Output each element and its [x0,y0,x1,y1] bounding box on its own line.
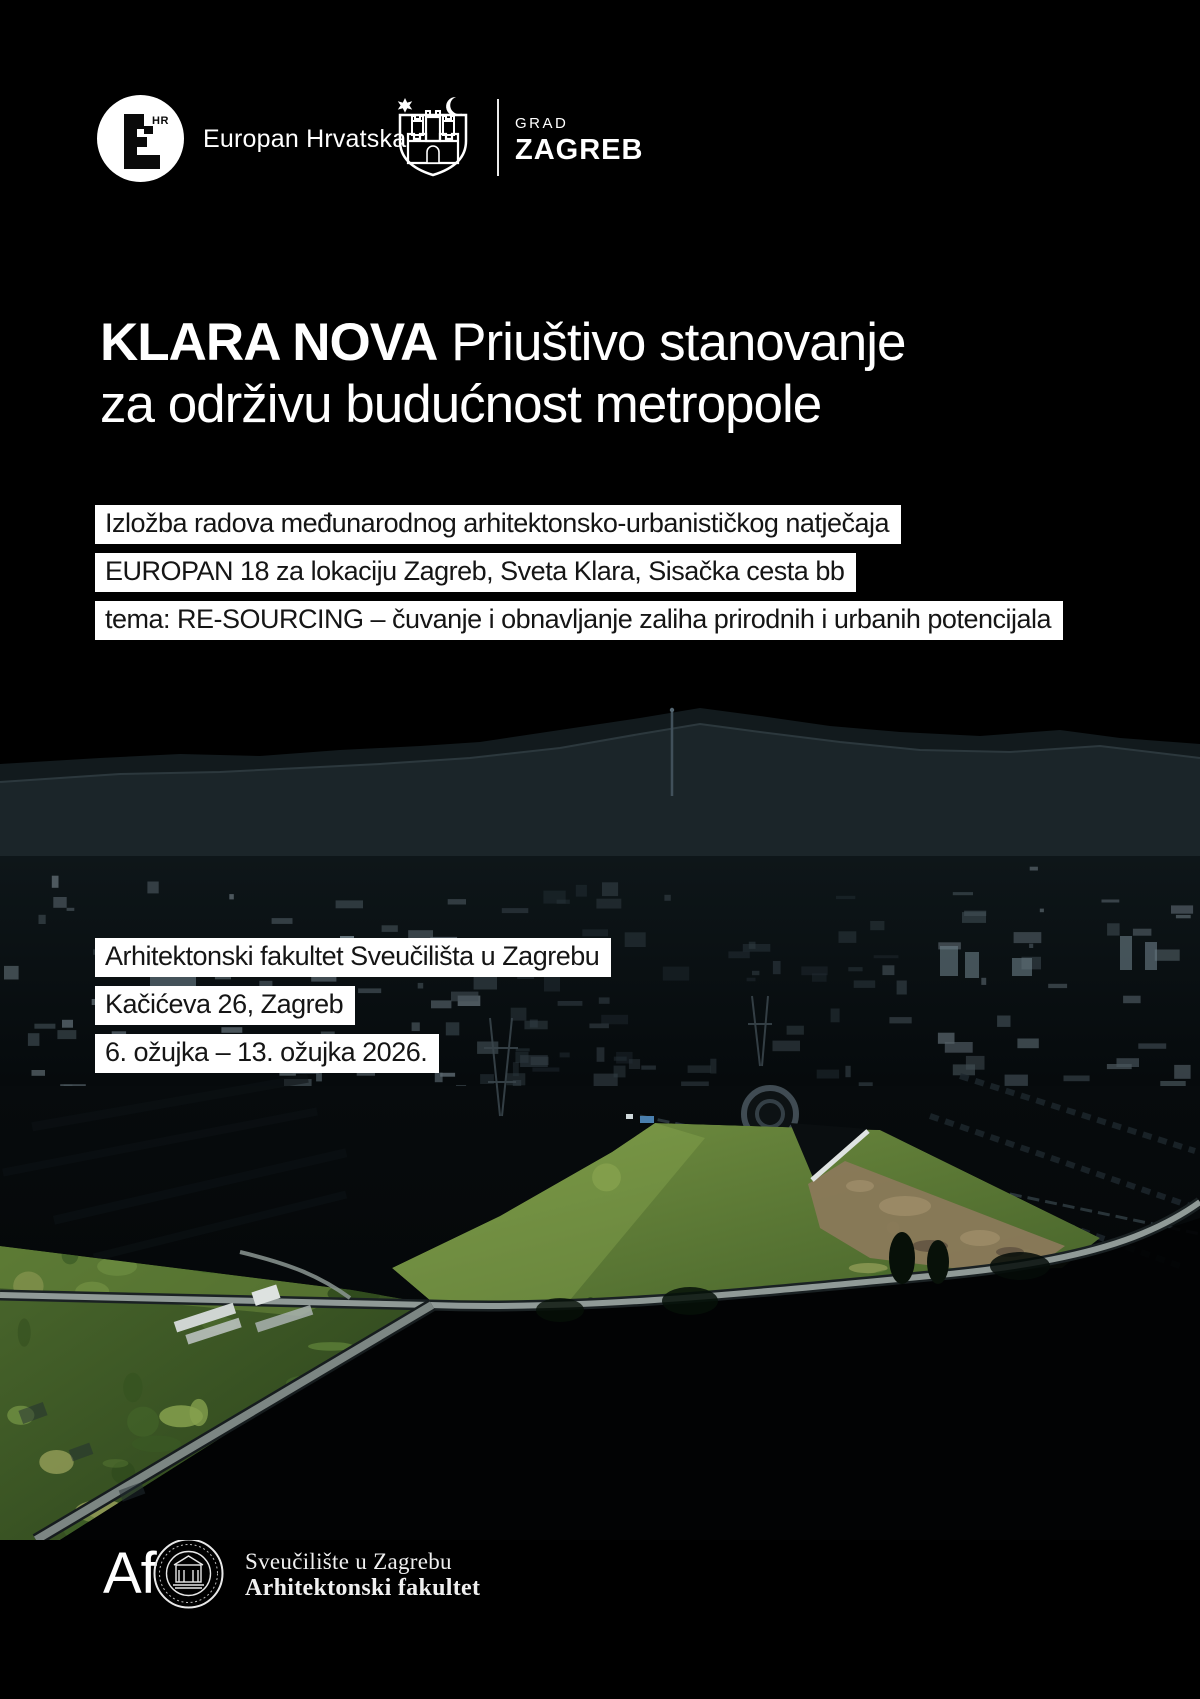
logo-divider [497,99,499,176]
university-name: Sveučilište u Zagrebu [245,1549,452,1574]
zagreb-grad-label: GRAD [515,115,569,132]
af-logo: Af [103,1541,156,1606]
venue-bar-faculty: Arhitektonski fakultet Sveučilišta u Zagrebu [95,938,611,977]
info-bar-theme: tema: RE-SOURCING – čuvanje i obnavljanje zaliha prirodnih i urbanih potencijala [95,601,1063,640]
title-emphasis: KLARA NOVA [100,313,438,372]
info-bar-location: EUROPAN 18 za lokaciju Zagreb, Sveta Klara, Sisačka cesta bb [95,553,856,592]
venue-info [95,938,611,1082]
europan-hr-badge: HR [152,115,169,127]
title-line2: za održivu budućnost metropole [100,375,822,434]
zagreb-coat-of-arms-icon [388,91,478,181]
europan-logo-icon [97,95,184,182]
university-seal-icon [152,1537,225,1610]
competition-info [95,505,1063,649]
poster-title [100,312,905,436]
title-line1-rest: Priuštivo stanovanje [437,313,906,372]
venue-bar-dates: 6. ožujka – 13. ožujka 2026. [95,1034,439,1073]
zagreb-city-label: ZAGREB [515,134,644,166]
info-bar-exhibition: Izložba radova međunarodnog arhitektonsko-urbanističkog natječaja [95,505,901,544]
europan-label: Europan Hrvatska [203,125,407,153]
faculty-wordmark [245,1549,480,1602]
aerial-photo-sveta-klara [0,646,1200,1540]
europan-e-glyph [97,95,184,182]
faculty-name: Arhitektonski fakultet [245,1575,481,1601]
venue-bar-address: Kačićeva 26, Zagreb [95,986,355,1025]
